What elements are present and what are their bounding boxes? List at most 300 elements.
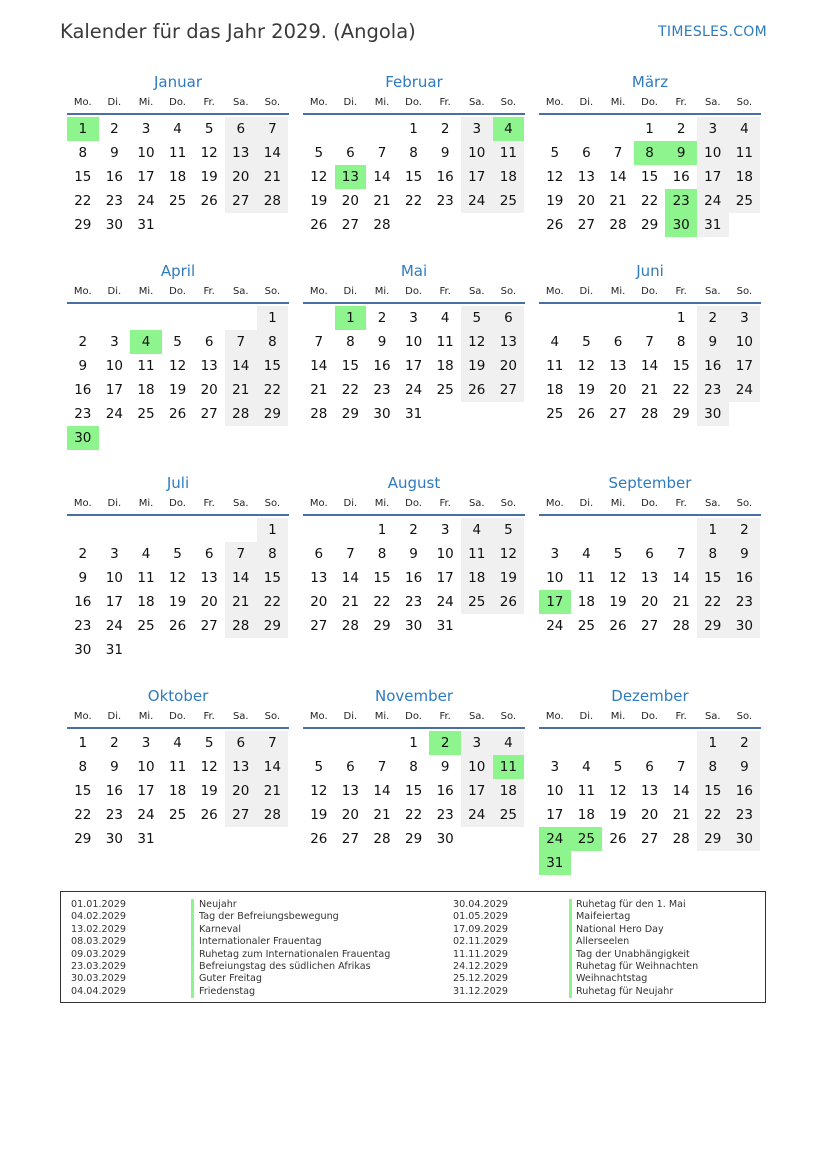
month-days	[303, 306, 525, 426]
empty-cell	[665, 518, 697, 542]
day-cell: 8	[257, 330, 289, 354]
day-cell: 24	[461, 189, 493, 213]
day-cell: 7	[314, 334, 324, 350]
day-cell: 7	[257, 117, 289, 141]
day-cell: 16	[729, 779, 761, 803]
weekday-header	[67, 93, 289, 115]
day-cell: 14	[341, 570, 359, 586]
day-cell: 23	[74, 618, 92, 634]
day-cell: 3	[141, 121, 151, 137]
day-cell: 20	[225, 165, 257, 189]
holiday-day-cell: 31	[539, 851, 571, 875]
day-cell: 18	[436, 358, 454, 374]
day-cell: 14	[672, 570, 690, 586]
holiday-date: 09.03.2029	[71, 948, 126, 960]
month-days	[539, 518, 761, 638]
day-cell: 26	[168, 406, 187, 422]
day-cell: 13	[341, 783, 359, 799]
brand-link[interactable]: TIMESLES.COM	[658, 24, 767, 40]
weekday-label: Sa.	[468, 97, 485, 108]
day-cell: 19	[609, 594, 627, 610]
day-cell: 13	[577, 169, 595, 185]
day-cell: 19	[609, 807, 627, 823]
holiday-name: Allerseelen	[576, 936, 630, 948]
day-cell: 19	[200, 169, 218, 185]
month-days	[67, 518, 289, 662]
day-cell: 25	[461, 590, 493, 614]
day-cell: 20	[341, 193, 359, 209]
day-cell: 1	[409, 735, 418, 751]
day-cell: 25	[493, 189, 525, 213]
day-cell: 6	[225, 731, 257, 755]
month-block	[303, 71, 525, 237]
day-cell: 20	[640, 594, 659, 610]
day-cell: 19	[168, 382, 187, 398]
day-cell: 19	[577, 382, 595, 398]
weekday-label: Fr.	[675, 711, 687, 722]
month-block	[303, 472, 525, 638]
empty-cell	[225, 306, 257, 330]
day-cell: 10	[404, 334, 423, 350]
weekday-label: Di.	[107, 286, 122, 297]
holiday-day-cell: 4	[493, 117, 525, 141]
weekday-label: Mi.	[610, 97, 626, 108]
day-cell: 23	[105, 193, 123, 209]
weekday-label: Di.	[107, 711, 122, 722]
month-name: November	[374, 687, 454, 705]
weekday-label: Mi.	[610, 711, 626, 722]
day-cell: 4	[440, 310, 450, 326]
day-cell: 18	[461, 566, 493, 590]
month-block	[67, 260, 289, 450]
month-block	[67, 472, 289, 662]
day-cell: 17	[137, 783, 155, 799]
weekday-label: Mo.	[545, 711, 564, 722]
day-cell: 13	[493, 330, 525, 354]
empty-cell	[303, 117, 335, 141]
day-cell: 7	[377, 759, 387, 775]
day-cell: 10	[729, 330, 761, 354]
holiday-names-right	[576, 899, 698, 998]
day-cell: 21	[609, 193, 627, 209]
day-cell: 14	[225, 354, 257, 378]
weekday-label: So.	[500, 97, 517, 108]
weekday-label: So.	[264, 286, 281, 297]
month-name: Juni	[636, 262, 664, 280]
holiday-name: Ruhetag für den 1. Mai	[576, 899, 686, 910]
weekday-label: Mo.	[545, 97, 564, 108]
day-cell: 9	[729, 542, 761, 566]
day-cell: 16	[697, 354, 729, 378]
day-cell: 12	[310, 169, 328, 185]
day-cell: 29	[257, 614, 289, 638]
day-cell: 11	[493, 141, 525, 165]
day-cell: 13	[640, 783, 659, 799]
day-cell: 15	[257, 354, 289, 378]
day-cell: 17	[461, 779, 493, 803]
day-cell: 9	[440, 759, 450, 775]
day-cell: 11	[577, 783, 595, 799]
empty-cell	[539, 731, 571, 755]
weekday-label: Do.	[405, 711, 422, 722]
day-cell: 29	[404, 831, 423, 847]
holiday-date: 02.11.2029	[453, 936, 508, 948]
weekday-label: Mi.	[374, 286, 390, 297]
month-days	[67, 117, 289, 237]
day-cell: 21	[257, 165, 289, 189]
day-cell: 7	[346, 546, 355, 562]
day-cell: 5	[204, 735, 214, 751]
weekday-label: Di.	[579, 97, 594, 108]
day-cell: 4	[461, 518, 493, 542]
day-cell: 16	[74, 382, 92, 398]
day-cell: 23	[729, 803, 761, 827]
day-cell: 21	[373, 807, 391, 823]
day-cell: 6	[346, 145, 355, 161]
weekday-label: Do.	[169, 286, 186, 297]
weekday-label: Mo.	[73, 97, 92, 108]
holiday-day-cell: 9	[665, 141, 697, 165]
holiday-day-cell: 30	[665, 213, 697, 237]
weekday-label: Di.	[343, 97, 358, 108]
day-cell: 8	[346, 334, 355, 350]
day-cell: 6	[493, 306, 525, 330]
empty-cell	[539, 518, 571, 542]
empty-cell	[303, 518, 335, 542]
weekday-label: Sa.	[704, 711, 721, 722]
holiday-date: 13.02.2029	[71, 923, 126, 935]
day-cell: 11	[577, 570, 595, 586]
weekday-label: Fr.	[203, 97, 215, 108]
holiday-day-cell: 23	[665, 189, 697, 213]
day-cell: 26	[493, 590, 525, 614]
day-cell: 17	[105, 594, 123, 610]
day-cell: 17	[105, 382, 123, 398]
day-cell: 13	[310, 570, 328, 586]
day-cell: 28	[672, 831, 690, 847]
day-cell: 24	[729, 378, 761, 402]
month-block	[67, 685, 289, 851]
day-cell: 23	[373, 382, 391, 398]
day-cell: 13	[225, 755, 257, 779]
empty-cell	[571, 731, 603, 755]
day-cell: 10	[137, 145, 155, 161]
day-cell: 14	[257, 755, 289, 779]
day-cell: 5	[613, 546, 623, 562]
holiday-name: Ruhetag für Neujahr	[576, 985, 674, 997]
day-cell: 26	[577, 406, 595, 422]
day-cell: 14	[672, 783, 690, 799]
day-cell: 2	[676, 121, 686, 137]
day-cell: 29	[697, 827, 729, 851]
day-cell: 27	[310, 618, 328, 634]
day-cell: 26	[168, 618, 187, 634]
day-cell: 14	[373, 169, 391, 185]
weekday-label: Mi.	[374, 711, 390, 722]
month-name: Februar	[385, 73, 443, 91]
weekday-header	[67, 494, 289, 516]
empty-cell	[193, 518, 225, 542]
day-cell: 28	[225, 614, 257, 638]
day-cell: 28	[609, 217, 627, 233]
day-cell: 26	[200, 193, 218, 209]
empty-cell	[366, 117, 398, 141]
day-cell: 29	[373, 618, 391, 634]
weekday-label: Sa.	[704, 97, 721, 108]
month-name: Januar	[154, 73, 202, 91]
day-cell: 20	[225, 779, 257, 803]
month-days	[539, 731, 761, 875]
day-cell: 2	[409, 522, 418, 538]
day-cell: 15	[373, 570, 391, 586]
day-cell: 9	[409, 546, 418, 562]
day-cell: 2	[78, 334, 88, 350]
month-block	[303, 685, 525, 851]
day-cell: 19	[546, 193, 564, 209]
day-cell: 29	[341, 406, 359, 422]
day-cell: 25	[168, 807, 187, 823]
day-cell: 28	[257, 803, 289, 827]
day-cell: 17	[697, 165, 729, 189]
holiday-date: 24.12.2029	[453, 960, 508, 972]
empty-cell	[571, 518, 603, 542]
day-cell: 10	[546, 570, 564, 586]
month-days	[303, 117, 525, 237]
day-cell: 27	[577, 217, 595, 233]
day-cell: 22	[74, 807, 92, 823]
month-name: Dezember	[611, 687, 689, 705]
weekday-label: Do.	[405, 97, 422, 108]
day-cell: 23	[404, 594, 423, 610]
day-cell: 26	[310, 831, 328, 847]
day-cell: 31	[105, 642, 123, 658]
day-cell: 12	[200, 145, 218, 161]
day-cell: 20	[310, 594, 328, 610]
day-cell: 1	[676, 310, 686, 326]
day-cell: 9	[697, 330, 729, 354]
day-cell: 12	[168, 358, 187, 374]
weekday-label: Fr.	[439, 711, 451, 722]
day-cell: 20	[577, 193, 595, 209]
day-cell: 10	[436, 546, 454, 562]
empty-cell	[303, 731, 335, 755]
day-cell: 31	[404, 406, 423, 422]
day-cell: 26	[310, 217, 328, 233]
holiday-name: Neujahr	[199, 899, 237, 910]
day-cell: 17	[729, 354, 761, 378]
day-cell: 18	[546, 382, 564, 398]
day-cell: 18	[729, 165, 761, 189]
day-cell: 30	[105, 831, 123, 847]
day-cell: 22	[404, 807, 423, 823]
weekday-label: Mi.	[138, 286, 154, 297]
day-cell: 27	[200, 406, 218, 422]
day-cell: 30	[105, 217, 123, 233]
day-cell: 22	[697, 590, 729, 614]
day-cell: 21	[373, 193, 391, 209]
day-cell: 10	[697, 141, 729, 165]
day-cell: 1	[257, 306, 289, 330]
day-cell: 27	[225, 803, 257, 827]
weekday-label: So.	[736, 286, 753, 297]
weekday-label: Mo.	[545, 498, 564, 509]
month-days	[67, 731, 289, 851]
day-cell: 5	[582, 334, 591, 350]
weekday-label: Fr.	[203, 286, 215, 297]
empty-cell	[335, 731, 367, 755]
day-cell: 31	[697, 213, 729, 237]
day-cell: 24	[436, 594, 454, 610]
weekday-label: Mi.	[610, 286, 626, 297]
day-cell: 6	[346, 759, 355, 775]
day-cell: 13	[200, 358, 218, 374]
day-cell: 12	[577, 358, 595, 374]
day-cell: 5	[613, 759, 623, 775]
day-cell: 15	[74, 169, 92, 185]
month-days	[303, 518, 525, 638]
month-name: August	[387, 474, 441, 492]
holiday-name: Ruhetag zum Internationalen Frauentag	[199, 948, 391, 960]
day-cell: 23	[105, 807, 123, 823]
day-cell: 24	[461, 803, 493, 827]
weekday-label: Fr.	[675, 286, 687, 297]
day-cell: 14	[257, 141, 289, 165]
weekday-header	[303, 93, 525, 115]
day-cell: 16	[436, 783, 454, 799]
day-cell: 28	[672, 618, 690, 634]
weekday-label: Di.	[579, 286, 594, 297]
empty-cell	[634, 731, 666, 755]
day-cell: 18	[168, 169, 187, 185]
weekday-label: Fr.	[675, 97, 687, 108]
month-days	[303, 731, 525, 851]
holiday-name: Karneval	[199, 923, 241, 935]
weekday-header	[539, 494, 761, 516]
day-cell: 6	[314, 546, 324, 562]
month-block	[67, 71, 289, 237]
weekday-header	[67, 707, 289, 729]
day-cell: 27	[200, 618, 218, 634]
day-cell: 8	[409, 145, 418, 161]
holiday-name: Ruhetag für Weihnachten	[576, 960, 699, 972]
day-cell: 28	[341, 618, 359, 634]
month-name: Mai	[400, 262, 428, 280]
day-cell: 26	[609, 831, 627, 847]
day-cell: 3	[409, 310, 418, 326]
day-cell: 17	[137, 169, 155, 185]
weekday-label: So.	[500, 498, 517, 509]
weekday-label: Do.	[169, 711, 186, 722]
day-cell: 25	[137, 618, 155, 634]
day-cell: 5	[173, 334, 182, 350]
weekday-header	[539, 707, 761, 729]
day-cell: 11	[729, 141, 761, 165]
day-cell: 29	[697, 614, 729, 638]
holiday-day-cell: 17	[539, 590, 571, 614]
day-cell: 21	[672, 594, 690, 610]
day-cell: 31	[137, 217, 155, 233]
month-name: Juli	[166, 474, 190, 492]
day-cell: 6	[645, 759, 654, 775]
page-title: Kalender für das Jahr 2029. (Angola)	[60, 20, 416, 43]
weekday-label: So.	[264, 711, 281, 722]
day-cell: 6	[613, 334, 623, 350]
day-cell: 17	[461, 165, 493, 189]
day-cell: 4	[493, 731, 525, 755]
day-cell: 15	[672, 358, 690, 374]
day-cell: 12	[310, 783, 328, 799]
day-cell: 15	[697, 779, 729, 803]
day-cell: 30	[729, 614, 761, 638]
day-cell: 10	[137, 759, 155, 775]
day-cell: 12	[493, 542, 525, 566]
day-cell: 26	[461, 378, 493, 402]
day-cell: 28	[257, 189, 289, 213]
weekday-label: Mi.	[610, 498, 626, 509]
day-cell: 27	[640, 618, 659, 634]
day-cell: 10	[546, 783, 564, 799]
day-cell: 24	[105, 406, 123, 422]
month-name: März	[631, 73, 669, 91]
holiday-list	[60, 891, 766, 1003]
weekday-label: Sa.	[468, 711, 485, 722]
day-cell: 8	[257, 542, 289, 566]
day-cell: 15	[257, 566, 289, 590]
weekday-label: Do.	[641, 286, 658, 297]
day-cell: 1	[645, 121, 654, 137]
weekday-label: Do.	[405, 286, 422, 297]
weekday-label: Mi.	[138, 498, 154, 509]
weekday-label: Do.	[169, 97, 186, 108]
day-cell: 24	[137, 807, 155, 823]
weekday-header	[539, 282, 761, 304]
weekday-label: Di.	[107, 97, 122, 108]
day-cell: 20	[200, 382, 218, 398]
day-cell: 27	[493, 378, 525, 402]
day-cell: 7	[225, 330, 257, 354]
day-cell: 28	[310, 406, 328, 422]
weekday-label: So.	[500, 286, 517, 297]
day-cell: 29	[74, 831, 92, 847]
month-block	[539, 685, 761, 875]
holiday-name: Guter Freitag	[199, 973, 263, 985]
day-cell: 2	[110, 735, 119, 751]
day-cell: 2	[78, 546, 88, 562]
day-cell: 1	[697, 518, 729, 542]
day-cell: 23	[74, 406, 92, 422]
day-cell: 4	[729, 117, 761, 141]
weekday-label: Sa.	[232, 498, 249, 509]
day-cell: 22	[404, 193, 423, 209]
holiday-date: 11.11.2029	[453, 948, 508, 960]
day-cell: 21	[341, 594, 359, 610]
day-cell: 12	[168, 570, 187, 586]
day-cell: 8	[697, 542, 729, 566]
month-days	[539, 306, 761, 426]
day-cell: 25	[137, 406, 155, 422]
month-block	[539, 71, 761, 237]
weekday-label: Sa.	[468, 286, 485, 297]
holiday-name: Internationaler Frauentag	[199, 936, 322, 948]
day-cell: 19	[461, 354, 493, 378]
empty-cell	[366, 731, 398, 755]
holiday-name: Tag der Befreiungsbewegung	[199, 911, 339, 923]
day-cell: 3	[461, 731, 493, 755]
day-cell: 3	[550, 759, 560, 775]
holiday-date: 25.12.2029	[453, 973, 508, 985]
holiday-dates-right	[453, 899, 508, 998]
day-cell: 4	[173, 121, 182, 137]
